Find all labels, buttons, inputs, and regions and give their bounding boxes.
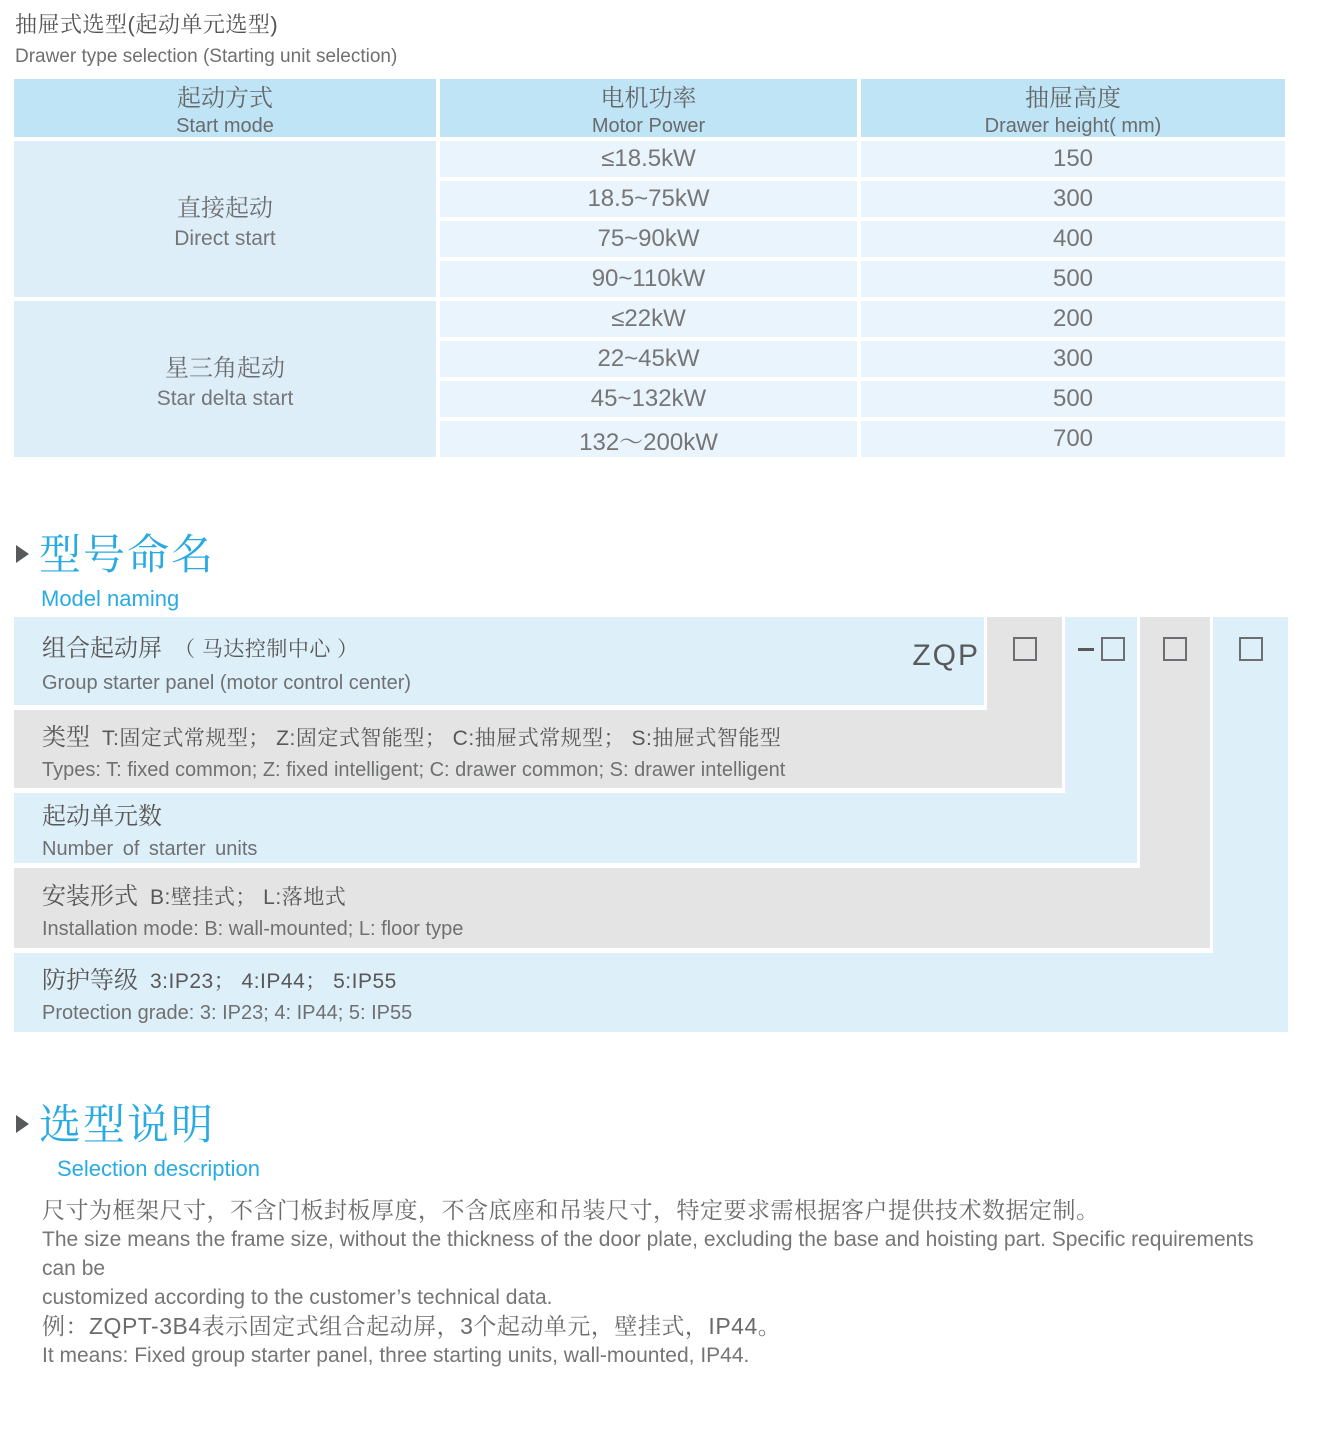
- header-zh: 抽屉高度: [1025, 85, 1121, 112]
- section-title-en: Selection description: [57, 1156, 261, 1181]
- section-model-naming: [16, 522, 215, 612]
- cell-height: 200: [861, 301, 1285, 337]
- row-zh: [42, 628, 984, 663]
- row-en: Group starter panel (motor control center): [42, 671, 412, 694]
- row-en: Types: T: fixed common; Z: fixed intelligent; C: drawer common; S: drawer intelligent: [42, 758, 786, 781]
- section-selection-description: [16, 1092, 260, 1182]
- description-line: 尺寸为框架尺寸，不含门板封板厚度，不含底座和吊装尺寸，特定要求需根据客户提供技术数据定制。: [42, 1197, 1100, 1223]
- row-zh-label: 起动单元数: [42, 802, 162, 830]
- cell-power: 90~110kW: [440, 261, 857, 297]
- cell-power: 132～200kW: [440, 421, 857, 457]
- row-zh: [42, 876, 1210, 911]
- code-box-icon: [1013, 637, 1037, 661]
- row-zh: [42, 796, 1137, 831]
- model-naming-diagram: [14, 617, 1288, 1032]
- start-mode-en: Direct start: [174, 226, 276, 250]
- start-mode-zh: 直接起动: [177, 194, 273, 222]
- drawer-selection-table: [14, 79, 1285, 457]
- diagram-row-protection-grade: [14, 953, 1288, 1032]
- description-line: It means: Fixed group starter panel, three starting units, wall-mounted, IP44.: [42, 1344, 750, 1367]
- cell-height: 500: [861, 381, 1285, 417]
- header-zh: 起动方式: [177, 85, 273, 112]
- cell-power: ≤22kW: [440, 301, 857, 337]
- section-title-en: Model naming: [41, 586, 180, 611]
- description-line: 例：ZQPT-3B4表示固定式组合起动屏，3个起动单元，壁挂式，IP44。: [42, 1313, 782, 1339]
- header-zh: 电机功率: [600, 85, 697, 112]
- code-box-icon: [1239, 637, 1263, 661]
- header-en: Start mode: [176, 115, 274, 137]
- row-en: Number of starter units: [42, 837, 258, 860]
- row-zh: [42, 717, 1062, 752]
- row-zh-label: 组合起动屏: [42, 634, 162, 662]
- cell-power: 22~45kW: [440, 341, 857, 377]
- cell-power: 45~132kW: [440, 381, 857, 417]
- cell-height: 500: [861, 261, 1285, 297]
- diagram-row-starter-units: [14, 793, 1137, 863]
- start-mode-zh: 星三角起动: [165, 354, 285, 382]
- column-header-start-mode: [14, 79, 436, 137]
- dash-icon: [1078, 648, 1094, 651]
- diagram-row-types: [14, 710, 1062, 788]
- column-header-drawer-height: [861, 79, 1285, 137]
- header-en: Drawer height( mm): [984, 115, 1162, 137]
- row-zh-detail: （ 马达控制中心 ）: [174, 637, 359, 661]
- code-box-icon: [1101, 637, 1125, 661]
- cell-height: 300: [861, 341, 1285, 377]
- cell-power: 18.5~75kW: [440, 181, 857, 217]
- merged-cell-star-delta-start: [14, 301, 436, 457]
- row-en: Installation mode: B: wall-mounted; L: floor type: [42, 917, 464, 940]
- column-header-motor-power: [440, 79, 857, 137]
- cell-power: 75~90kW: [440, 221, 857, 257]
- row-zh-label: 安装形式: [42, 882, 138, 910]
- row-en: Protection grade: 3: IP23; 4: IP44; 5: IP55: [42, 1002, 413, 1024]
- start-mode-en: Star delta start: [156, 386, 294, 410]
- cell-power: ≤18.5kW: [440, 141, 857, 177]
- cell-height: 150: [861, 141, 1285, 177]
- code-box-icon: [1163, 637, 1187, 661]
- triangle-bullet-icon: [16, 545, 29, 563]
- row-zh-detail: 3:IP23； 4:IP44； 5:IP55: [150, 970, 397, 993]
- row-zh-label: 防护等级: [42, 967, 138, 994]
- model-code-prefix: ZQP: [912, 639, 980, 672]
- row-zh: [42, 960, 1288, 995]
- cell-height: 300: [861, 181, 1285, 217]
- cell-height: 700: [861, 421, 1285, 457]
- cell-height: 400: [861, 221, 1285, 257]
- page-title-zh: 抽屉式选型(起动单元选型): [15, 12, 279, 37]
- triangle-bullet-icon: [16, 1115, 29, 1133]
- page-title: [15, 8, 397, 68]
- section-title-zh: 型号命名: [39, 531, 216, 578]
- row-zh-detail: T:固定式常规型； Z:固定式智能型； C:抽屉式常规型； S:抽屉式智能型: [102, 726, 782, 750]
- diagram-row-group-starter-panel: [14, 617, 984, 705]
- merged-cell-direct-start: [14, 141, 436, 297]
- description-line: customized according to the customer’s technical data.: [42, 1286, 553, 1309]
- row-zh-detail: B:壁挂式； L:落地式: [150, 885, 347, 909]
- diagram-row-installation-mode: [14, 868, 1210, 948]
- description-line: The size means the frame size, without the thickness of the door plate, excluding the base and hoisting part. Specific requirements can be: [42, 1228, 1254, 1280]
- header-en: Motor Power: [591, 115, 706, 137]
- section-title-zh: 选型说明: [39, 1101, 216, 1148]
- selection-description-text: [42, 1196, 1292, 1370]
- row-zh-label: 类型: [42, 723, 90, 751]
- page-title-en: Drawer type selection (Starting unit selection): [15, 46, 398, 67]
